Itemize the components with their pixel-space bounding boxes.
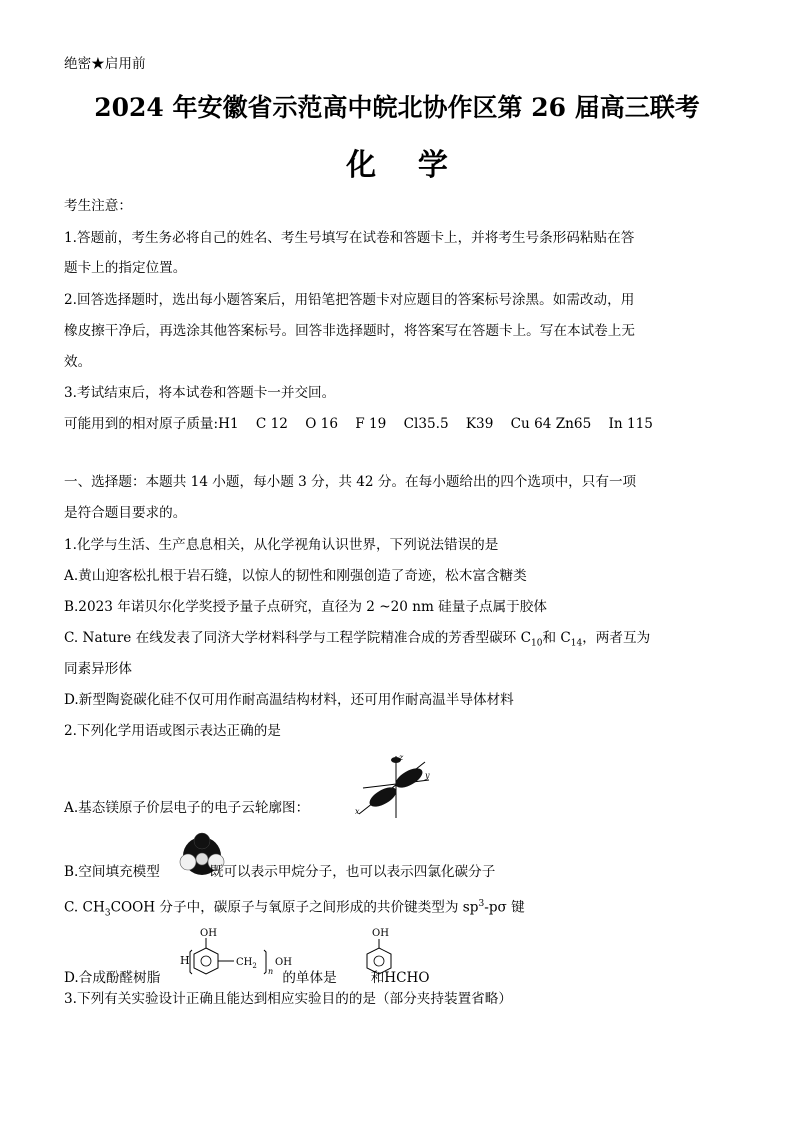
q1-option-d: D.新型陶瓷碳化硅不仅可用作耐高温结构材料，还可用作耐高温半导体材料: [64, 692, 514, 708]
notice-item-2-line-2: 橡皮擦干净后，再选涂其他答案标号。回答非选择题时，将答案写在答题卡上。写在本试卷上无: [64, 323, 635, 339]
orbital-axis-z-label: z: [399, 753, 404, 762]
atomic-mass-line: 可能用到的相对原子质量:H1 C 12 O 16 F 19 Cl35.5 K39 Cu 64 Zn65 In 115: [64, 416, 653, 432]
q1-option-c: C. Nature 在线发表了同济大学材料科学与工程学院精准合成的芳香型碳环 $C_{10}$和 $C_{14}$，两者互为: [64, 630, 651, 649]
notice-item-1-line-2: 题卡上的指定位置。: [64, 260, 187, 276]
resin-ch2-label: $CH_2$: [236, 957, 257, 970]
orbital-diagram: [353, 752, 433, 822]
q1-option-c-line-2: 同素异形体: [64, 661, 132, 677]
section-1-heading-line-2: 是符合题目要求的。: [64, 505, 187, 521]
q1-stem: 1.化学与生活、生产息息相关，从化学视角认识世界，下列说法错误的是: [64, 537, 499, 553]
resin-h-label: H: [180, 954, 190, 967]
q3-stem: 3.下列有关实验设计正确且能达到相应实验目的的是（部分夹持装置省略）: [64, 991, 512, 1007]
exam-title: 2024 年安徽省示范高中皖北协作区第 26 届高三联考: [94, 93, 700, 122]
q2-option-a: A.基态镁原子价层电子的电子云轮廓图：: [64, 800, 310, 816]
notice-item-1-line-1: 1.答题前，考生务必将自己的姓名、考生号填写在试卷和答题卡上，并将考生号条形码粘贴在答: [64, 230, 635, 246]
q1-option-b: B.2023 年诺贝尔化学奖授予量子点研究，直径为 2 ~20 nm 硅量子点属于胶体: [64, 599, 547, 615]
resin-end-oh-label: OH: [275, 957, 292, 968]
phenol-oh-label: OH: [372, 928, 389, 939]
q2-option-d: D.合成酚醛树脂 的单体是 和HCHO: [64, 970, 430, 986]
subject-title: 化 学: [346, 148, 448, 183]
q2-stem: 2.下列化学用语或图示表达正确的是: [64, 723, 281, 739]
section-1-heading-line-1: 一、选择题：本题共 14 小题，每小题 3 分，共 42 分。在每小题给出的四个选项中，只有一项: [64, 474, 637, 490]
q1-option-a: A.黄山迎客松扎根于岩石缝，以惊人的韧性和刚强创造了奇迹，松木富含糖类: [64, 568, 527, 584]
notice-item-2-line-3: 效。: [64, 354, 92, 370]
notice-item-3: 3.考试结束后，将本试卷和答题卡一并交回。: [64, 385, 336, 401]
notice-item-2-line-1: 2.回答选择题时，选出每小题答案后，用铅笔把答题卡对应题目的答案标号涂黑。如需改动，用: [64, 292, 635, 308]
resin-n-label: n: [268, 967, 274, 976]
q2-option-c: C. $CH_3COOH$ 分子中，碳原子与氧原子之间形成的共价键类型为 $sp^3-p\sigma$ 键: [64, 899, 525, 919]
q2-option-b: B.空间填充模型 既可以表示甲烷分子，也可以表示四氯化碳分子: [64, 864, 496, 880]
secret-label: 绝密★启用前: [64, 56, 146, 72]
orbital-axis-x-label: x: [355, 807, 360, 816]
resin-oh-label: OH: [200, 928, 217, 939]
orbital-axis-y-label: y: [425, 771, 430, 780]
notice-heading: 考生注意：: [64, 198, 132, 214]
